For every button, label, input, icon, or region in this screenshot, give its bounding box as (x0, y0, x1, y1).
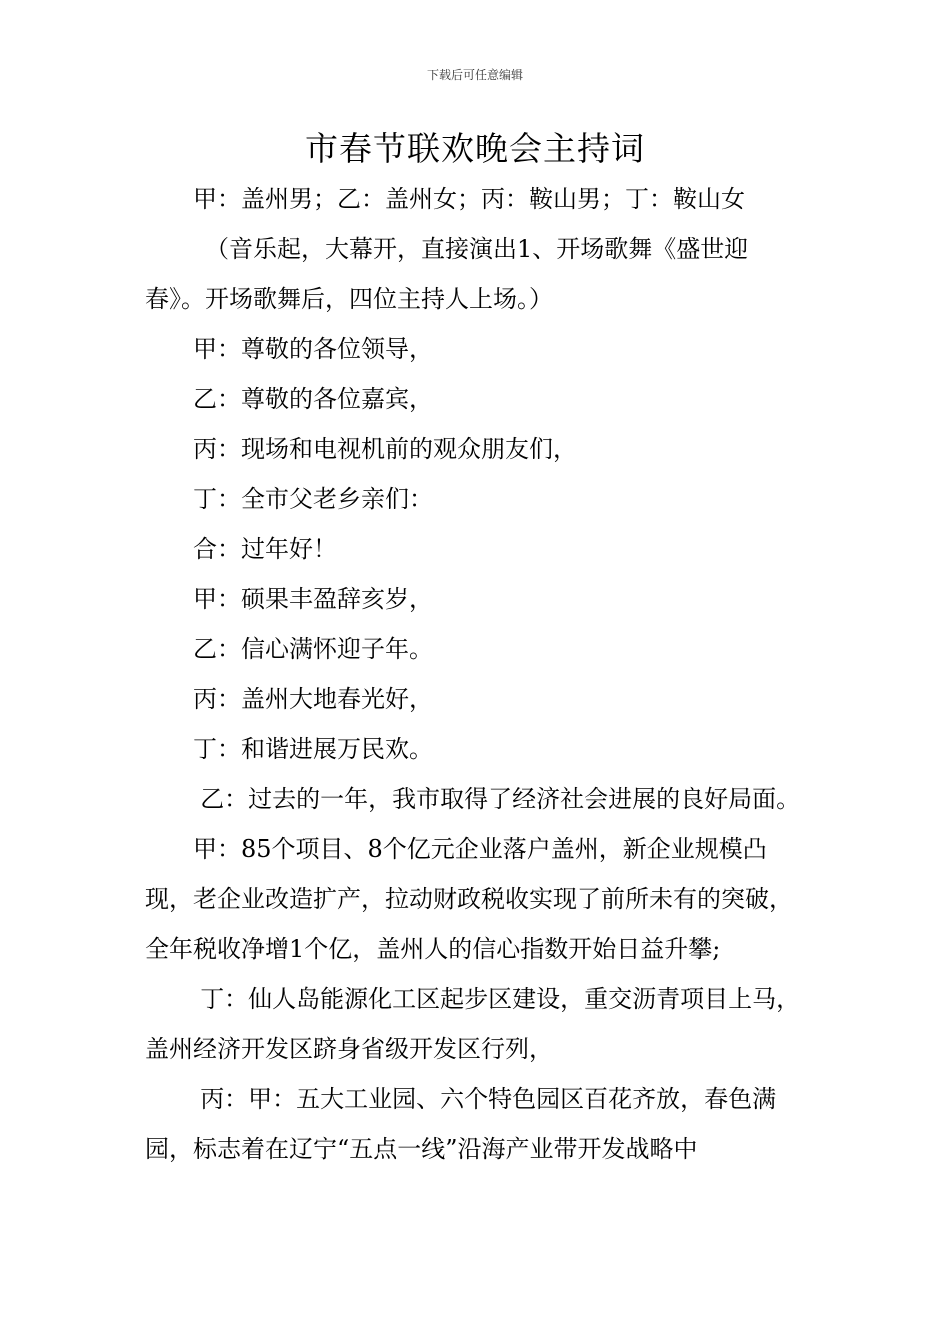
paragraph-line: 乙：尊敬的各位嘉宾， (193, 385, 433, 413)
paragraph-line: 乙：信心满怀迎子年。 (193, 635, 433, 663)
paragraph-line: 合：过年好！ (193, 535, 337, 563)
paragraph-stage-direction: （音乐起，大幕开，直接演出1、开场歌舞《盛世迎春》。开场歌舞后，四位主持人上场。） (145, 235, 749, 313)
paragraph-line: 甲：尊敬的各位领导， (193, 335, 433, 363)
paragraph-host-roles: 甲：盖州男；乙：盖州女；丙：鞍山男；丁：鞍山女 (193, 185, 745, 213)
document-title: 市春节联欢晚会主持词 (305, 129, 645, 168)
header-note: 下载后可任意编辑 (426, 68, 523, 82)
paragraph-line: 乙：过去的一年，我市取得了经济社会进展的良好局面。 (200, 785, 801, 813)
paragraph-line: 甲：硕果丰盈辞亥岁， (193, 585, 433, 613)
paragraph-line: 丁：仙人岛能源化工区起步区建设，重交沥青项目上马，盖州经济开发区跻身省级开发区行列， (145, 985, 801, 1063)
paragraph-line: 丙：现场和电视机前的观众朋友们， (193, 435, 577, 463)
paragraph-line: 丁：全市父老乡亲们： (193, 485, 433, 513)
paragraph-line: 丙：盖州大地春光好， (193, 685, 433, 713)
paragraph-line: 丙：甲：五大工业园、六个特色园区百花齐放，春色满园，标志着在辽宁“五点一线”沿海产业带开发战略中 (145, 1085, 777, 1163)
document-body (145, 174, 807, 1174)
paragraph-line: 丁：和谐进展万民欢。 (193, 735, 433, 763)
paragraph-line: 甲：85个项目、8个亿元企业落户盖州，新企业规模凸现，老企业改造扩产，拉动财政税收实现了前所未有的突破，全年税收净增1个亿，盖州人的信心指数开始日益升攀; (145, 835, 793, 963)
